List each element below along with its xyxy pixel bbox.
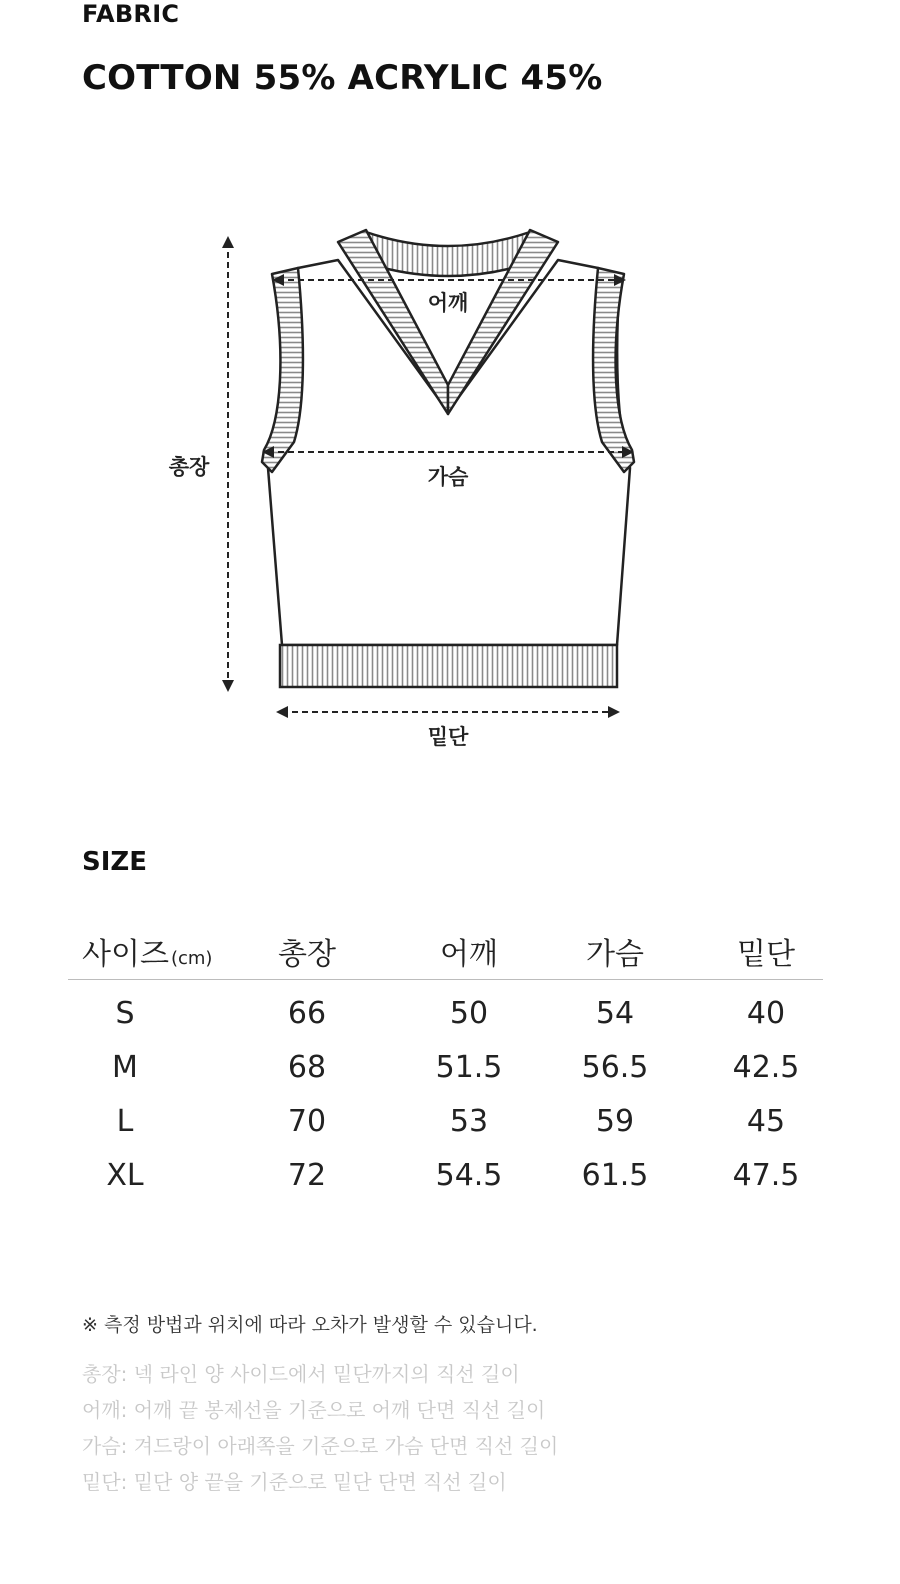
shoulder-cell: 50 [449,996,489,1031]
chest-cell: 56.5 [581,1050,649,1085]
table-row [68,1088,823,1142]
hem-cell: 42.5 [732,1050,800,1085]
length-cell: 66 [287,996,327,1031]
hem-cell: 47.5 [732,1158,800,1193]
header-hem: 밑단 [737,937,795,972]
table-row [68,1034,823,1088]
size-cell: XL [106,1158,144,1193]
length-cell: 68 [287,1050,327,1085]
hem-cell: 45 [746,1104,786,1139]
size-cell: L [116,1104,134,1139]
hem-cell: 40 [746,996,786,1031]
header-length: 총장 [278,937,336,972]
hem-label: 밑단 [427,725,469,749]
shoulder-description: 어깨: 어깨 끝 봉제선을 기준으로 어깨 단면 직선 길이 [82,1398,546,1422]
shoulder-cell: 51.5 [435,1050,503,1085]
length-label: 총장 [168,455,210,479]
chest-cell: 54 [595,996,635,1031]
size-heading: SIZE [82,847,148,877]
length-description: 총장: 넥 라인 양 사이드에서 밑단까지의 직선 길이 [82,1362,520,1386]
shoulder-cell: 53 [449,1104,489,1139]
shoulder-cell: 54.5 [435,1158,503,1193]
fabric-heading: FABRIC [82,0,180,28]
table-row [68,980,823,1034]
header-size: 사이즈 (cm) [82,937,213,972]
chest-description: 가슴: 겨드랑이 아래쪽을 기준으로 가슴 단면 직선 길이 [82,1434,559,1458]
header-unit: (cm) [170,948,213,969]
fabric-composition: COTTON 55% ACRYLIC 45% [82,58,603,98]
header-chest: 가슴 [586,937,644,972]
size-table-header [68,925,823,980]
chest-cell: 59 [595,1104,635,1139]
measurement-note: ※ 측정 방법과 위치에 따라 오차가 발생할 수 있습니다. [82,1314,538,1336]
length-cell: 72 [287,1158,327,1193]
hem-description: 밑단: 밑단 양 끝을 기준으로 밑단 단면 직선 길이 [82,1470,507,1494]
size-cell: M [112,1050,138,1085]
header-shoulder: 어깨 [440,937,498,972]
table-row [68,1142,823,1196]
chest-label: 가슴 [427,465,469,489]
chest-cell: 61.5 [581,1158,649,1193]
size-table [68,925,823,1196]
shoulder-label: 어깨 [427,291,469,315]
vest-measurement-diagram [0,200,900,770]
size-cell: S [115,996,135,1031]
length-cell: 70 [287,1104,327,1139]
